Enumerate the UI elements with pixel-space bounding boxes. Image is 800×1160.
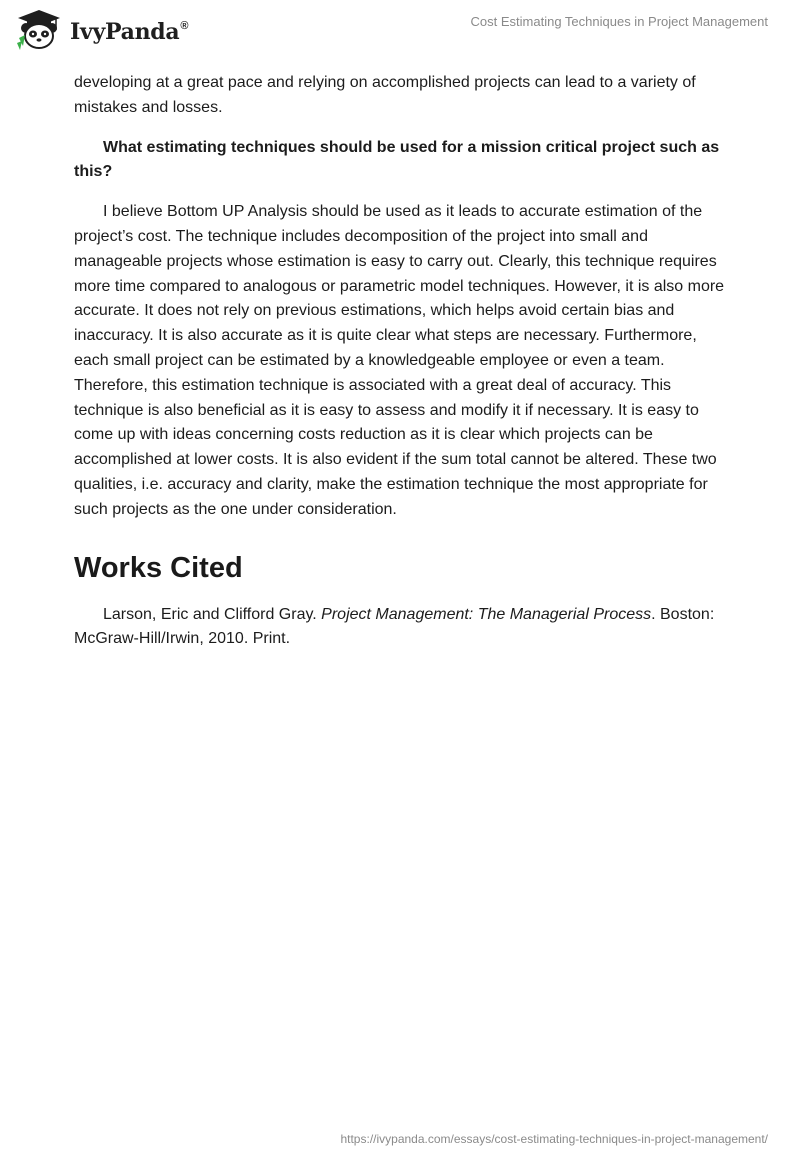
continuation-paragraph: developing at a great pace and relying on accomplished projects can lead to a variety of mistakes and losses.	[74, 74, 696, 116]
source-url[interactable]: https://ivypanda.com/essays/cost-estimating-techniques-in-project-management/	[340, 1132, 768, 1146]
question-heading: What estimating techniques should be used for a mission critical project such as this?	[74, 138, 720, 181]
citation-entry	[74, 603, 730, 653]
essay-content	[74, 71, 730, 652]
running-title: Cost Estimating Techniques in Project Management	[470, 14, 768, 29]
citation-title: Project Management: The Managerial Process	[321, 605, 652, 623]
citation-publisher: . Boston: McGraw-Hill/Irwin, 2010. Print.	[74, 605, 715, 648]
citation-authors: Larson, Eric and Clifford Gray.	[103, 605, 322, 623]
answer-paragraph: I believe Bottom UP Analysis should be used as it leads to accurate estimation of the project’s cost. The technique includes decomposition of the project into small and manageable projects whose estimation is easy to carry out. Clearly, this technique requires more time compared to analogous or parametric model techniques. However, it is also more accurate. It does not rely on previous estimations, which helps avoid certain bias and inaccuracy. It is also accurate as it is quite clear what steps are necessary. Furthermore, each small project can be estimated by a knowledgeable employee or even a team. Therefore, this estimation technique is associated with a great deal of accuracy. This technique is also beneficial as it is easy to assess and modify it if necessary. It is easy to come up with ideas concerning costs reduction as it is clear which projects can be accomplished at lower costs. It is also evident if the sum total cannot be altered. These two qualities, i.e. accuracy and clarity, make the estimation technique the most appropriate for such projects as the one under consideration.	[74, 203, 725, 518]
works-cited-heading: Works Cited	[74, 551, 243, 584]
panda-graduate-icon	[14, 8, 64, 52]
brand-name: IvyPanda®	[70, 19, 189, 45]
registered-mark: ®	[180, 20, 189, 32]
page-header	[0, 0, 800, 64]
ivypanda-logo[interactable]	[14, 8, 188, 52]
